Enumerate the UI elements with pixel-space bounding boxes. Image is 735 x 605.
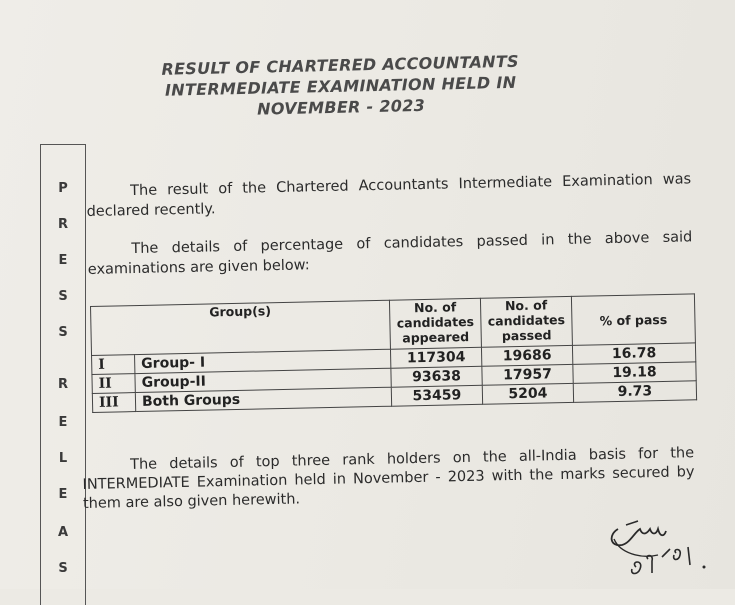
row-number: I: [92, 355, 135, 375]
header-pass-percent: % of pass: [571, 294, 695, 346]
header-passed: No. of candidates passed: [480, 296, 572, 347]
appeared-count: 117304: [390, 347, 481, 368]
passed-count: 19686: [481, 345, 572, 366]
press-letter: S: [58, 289, 68, 304]
group-name: Group- I: [135, 349, 391, 373]
press-letter: A: [57, 525, 69, 540]
press-letter: S: [58, 561, 68, 576]
press-letter: E: [58, 487, 68, 502]
paragraph-3-text: The details of top three rank holders on the all-India basis for the INTERMEDIATE Examination held in November - 2023 with the marks secured by them are also given herewith.: [82, 444, 695, 512]
group-name: Both Groups: [135, 387, 391, 411]
handwritten-signature: [600, 495, 720, 585]
intro-paragraphs: [86, 169, 693, 298]
press-letter: L: [58, 451, 68, 466]
press-letter: R: [57, 377, 68, 392]
appeared-count: 53459: [391, 385, 482, 406]
paragraph-details: [87, 227, 693, 280]
row-number: II: [92, 374, 135, 394]
passed-count: 17957: [482, 364, 573, 385]
appeared-count: 93638: [391, 366, 482, 387]
page-title: [110, 50, 571, 123]
press-letter: P: [58, 181, 68, 196]
paragraph-2-text: The details of percentage of candidates passed in the above said examinations are given below:: [87, 229, 693, 278]
row-number: III: [92, 393, 135, 413]
pass-percent: 9.73: [573, 381, 696, 403]
pass-percent: 16.78: [572, 343, 695, 365]
pass-percent: 19.18: [573, 362, 696, 384]
press-letter: R: [57, 217, 68, 232]
paragraph-1-text: The result of the Chartered Accountants Intermediate Examination was declared recently.: [86, 171, 692, 220]
header-appeared: No. of candidates appeared: [389, 298, 481, 349]
title-line-3: NOVEMBER - 2023: [256, 95, 426, 119]
results-table: [90, 293, 697, 413]
header-group: Group(s): [91, 300, 391, 355]
press-letter: E: [58, 415, 68, 430]
press-letter: S: [58, 325, 68, 340]
title-line-2: INTERMEDIATE EXAMINATION HELD IN: [164, 72, 517, 100]
title-line-1: RESULT OF CHARTERED ACCOUNTANTS: [161, 51, 520, 79]
passed-count: 5204: [482, 383, 573, 404]
paragraph-result-declared: [86, 169, 692, 222]
press-letter: E: [58, 253, 68, 268]
press-release-sidebar: [40, 144, 86, 605]
group-name: Group-II: [135, 368, 391, 392]
